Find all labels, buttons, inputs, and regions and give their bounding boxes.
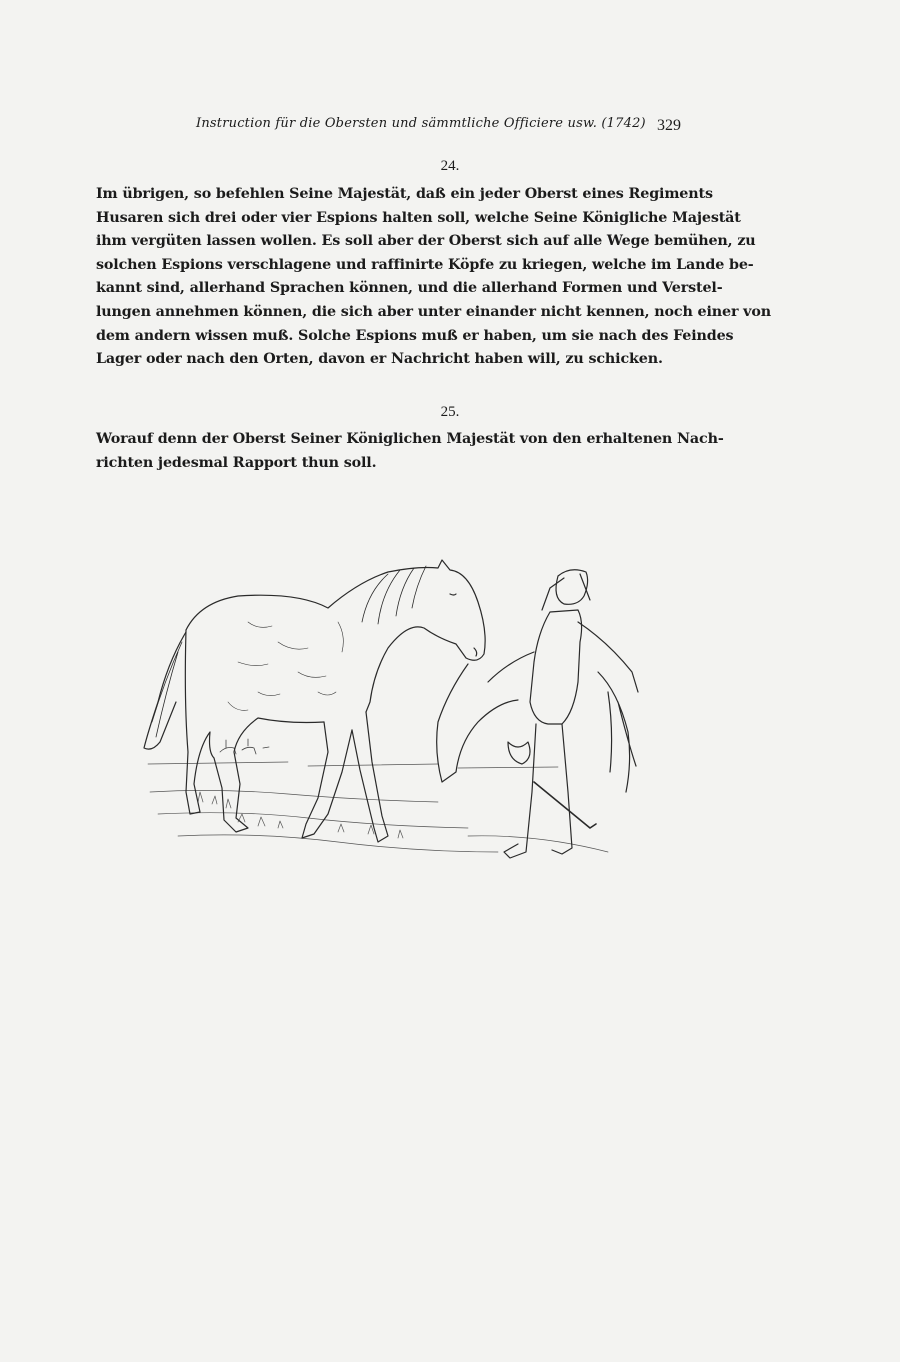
- section-number-25: 25.: [440, 404, 460, 420]
- text-line: ihm vergüten lassen wollen. Es soll aber der Oberst sich auf alle Wege bemühen, zu: [96, 233, 756, 250]
- text-line: Lager oder nach den Orten, davon er Nachricht haben will, zu schicken.: [96, 351, 663, 368]
- text-line: solchen Espions verschlagene und raffinirte Köpfe zu kriegen, welche im Lande be-: [96, 256, 754, 273]
- text-line: kannt sind, allerhand Sprachen können, und die allerhand Formen und Verstel-: [96, 280, 723, 297]
- text-line: lungen annehmen können, die sich aber unter einander nicht kennen, noch einer von: [96, 303, 771, 320]
- engraving-horse-and-hussar-icon: [138, 552, 650, 870]
- text-line: Husaren sich drei oder vier Espions halten soll, welche Seine Königliche Majestät: [96, 209, 741, 226]
- section-24-paragraph: [96, 183, 771, 372]
- running-title: Instruction für die Obersten und sämmtliche Officiere usw. (1742): [196, 116, 646, 131]
- text-line: richten jedesmal Rapport thun soll.: [96, 454, 377, 471]
- section-number-24: 24.: [440, 158, 460, 174]
- text-line: Im übrigen, so befehlen Seine Majestät, daß ein jeder Oberst eines Regiments: [96, 186, 713, 202]
- section-25-paragraph: [96, 428, 724, 475]
- text-line: Worauf denn der Oberst Seiner Königlichen Majestät von den erhaltenen Nach-: [96, 431, 724, 447]
- text-line: dem andern wissen muß. Solche Espions muß er haben, um sie nach des Feindes: [96, 327, 734, 344]
- page-number: 329: [657, 117, 681, 134]
